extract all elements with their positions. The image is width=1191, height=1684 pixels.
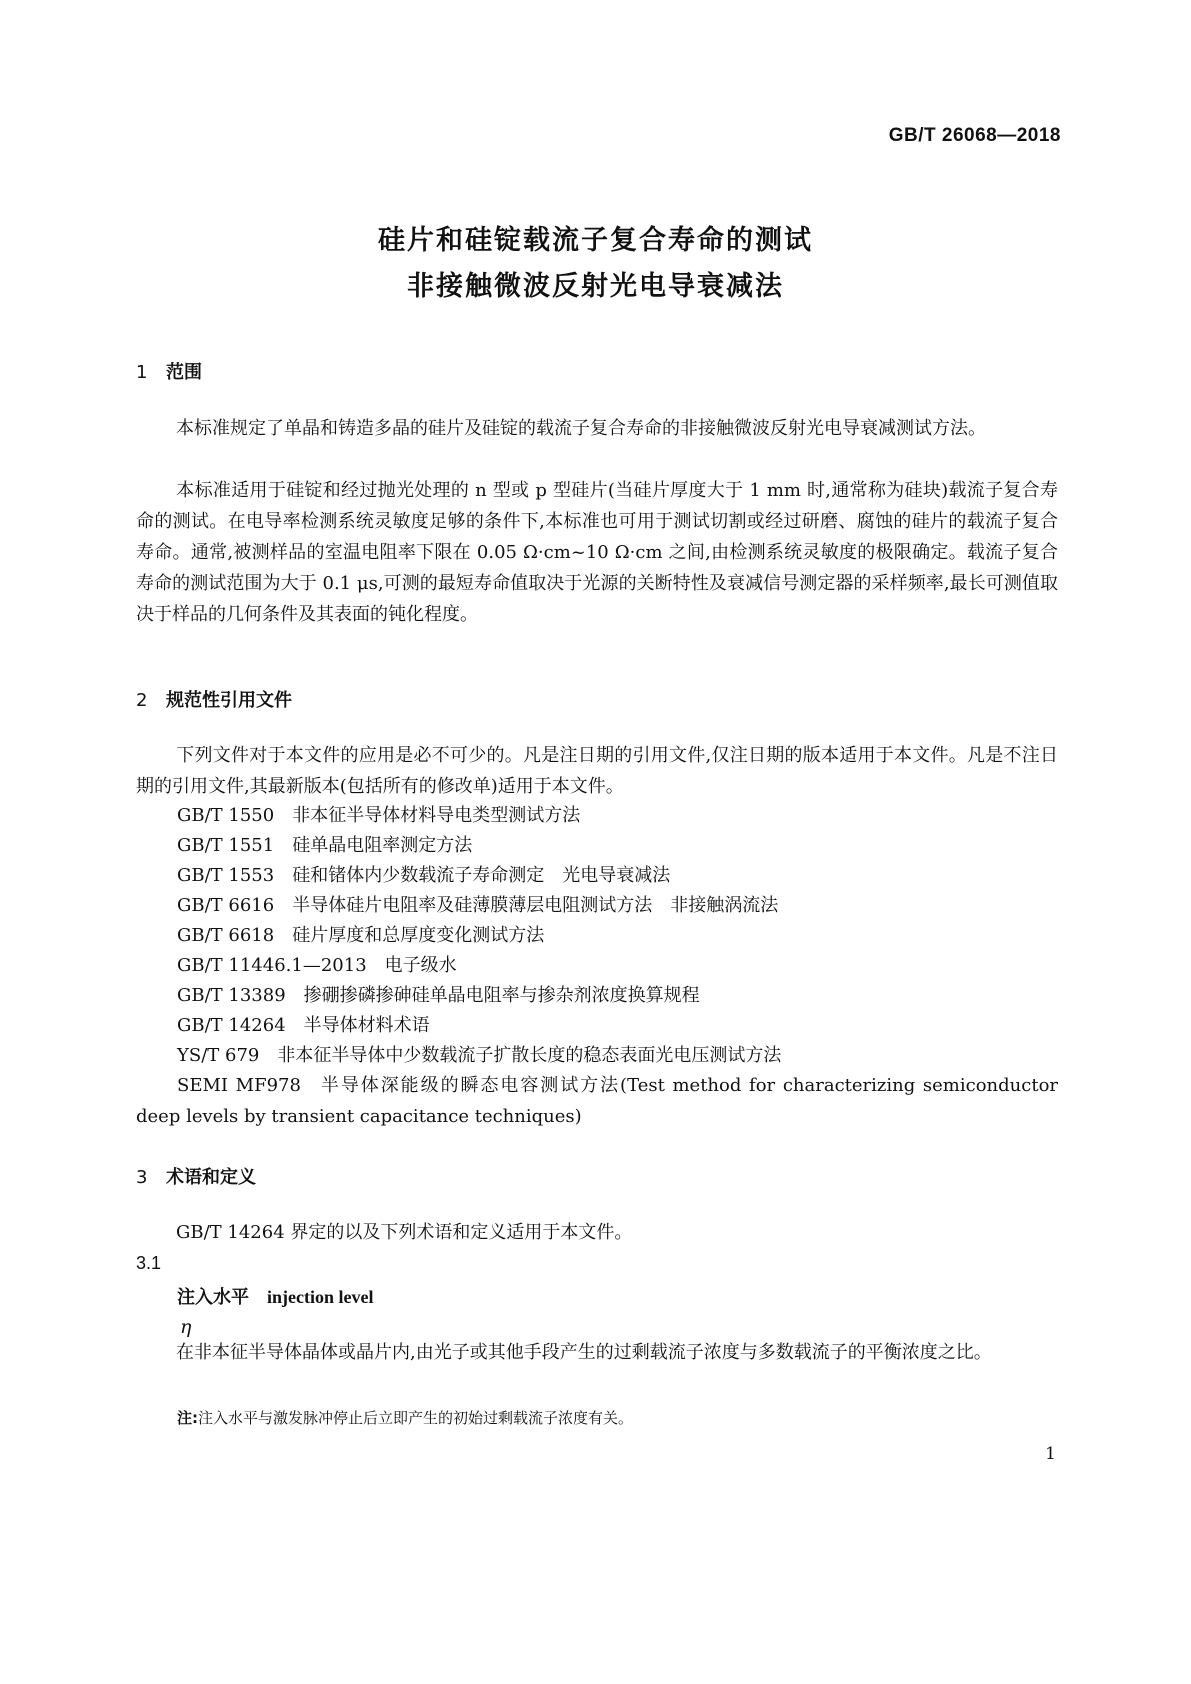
reference-code: SEMI MF978 (177, 1075, 301, 1096)
standard-code: GB/T 26068—2018 (888, 125, 1061, 146)
paragraph-text: GB/T 14264 界定的以及下列术语和定义适用于本文件。 (176, 1222, 633, 1243)
reference-title: 硅单晶电阻率测定方法 (292, 835, 473, 856)
reference-code: GB/T 13389 (177, 985, 286, 1006)
reference-title: 电子级水 (384, 955, 457, 976)
reference-code: GB/T 11446.1—2013 (177, 955, 367, 976)
note-label: 注: (177, 1409, 198, 1427)
reference-title: 掺硼掺磷掺砷硅单晶电阻率与掺杂剂浓度换算规程 (303, 985, 700, 1006)
section-number: 3 (136, 1167, 148, 1188)
term-symbol: η (180, 1316, 192, 1338)
term-heading (177, 1283, 373, 1309)
reference-title: 非本征半导体中少数载流子扩散长度的稳态表面光电压测试方法 (277, 1045, 782, 1066)
section-title: 范围 (166, 362, 202, 383)
reference-code: GB/T 1553 (177, 865, 275, 886)
paragraph-text: 在非本征半导体晶体或晶片内,由光子或其他手段产生的过剩载流子浓度与多数载流子的平衡浓度之比。 (176, 1342, 992, 1363)
reference-item (177, 860, 670, 891)
reference-title: 半导体硅片电阻率及硅薄膜薄层电阻测试方法 非接触涡流法 (292, 895, 779, 916)
title-line-1: 硅片和硅锭载流子复合寿命的测试 (378, 225, 813, 256)
section-1-para-1 (136, 413, 1058, 444)
reference-title: 硅片厚度和总厚度变化测试方法 (292, 925, 545, 946)
reference-code: YS/T 679 (177, 1045, 260, 1066)
page-number: 1 (1045, 1444, 1056, 1464)
document-title (0, 218, 1191, 310)
reference-code: GB/T 1551 (177, 835, 275, 856)
title-line-2: 非接触微波反射光电导衰减法 (407, 271, 784, 302)
reference-code: GB/T 1550 (177, 805, 275, 826)
reference-title: 半导体材料术语 (303, 1015, 430, 1036)
reference-item (177, 920, 544, 951)
section-title: 规范性引用文件 (166, 690, 292, 711)
paragraph-text: 本标准规定了单晶和铸造多晶的硅片及硅锭的载流子复合寿命的非接触微波反射光电导衰减测试方法。 (176, 418, 986, 439)
reference-item (136, 1070, 1058, 1132)
reference-code: GB/T 6618 (177, 925, 275, 946)
reference-item (177, 1010, 430, 1041)
reference-item (177, 980, 700, 1011)
section-1-para-2 (136, 475, 1058, 630)
term-english: injection level (267, 1287, 374, 1307)
section-3-heading (136, 1163, 256, 1189)
section-number: 1 (136, 362, 148, 383)
reference-title: 半导体深能级的瞬态电容测试方法(Test method for characterizing semiconductor deep levels by transient capacitance techniques) (136, 1075, 1059, 1127)
reference-item (177, 950, 457, 981)
reference-code: GB/T 6616 (177, 895, 275, 916)
reference-code: GB/T 14264 (177, 1015, 286, 1036)
section-2-intro (136, 740, 1058, 802)
paragraph-text: 下列文件对于本文件的应用是必不可少的。凡是注日期的引用文件,仅注日期的版本适用于本文件。凡是不注日期的引用文件,其最新版本(包括所有的修改单)适用于本文件。 (136, 745, 1058, 797)
section-3-intro (136, 1217, 1058, 1248)
term-note (177, 1407, 633, 1428)
reference-title: 非本征半导体材料导电类型测试方法 (292, 805, 581, 826)
term-number: 3.1 (136, 1253, 162, 1273)
reference-item (177, 890, 778, 921)
term-chinese: 注入水平 (177, 1287, 249, 1308)
section-title: 术语和定义 (166, 1167, 256, 1188)
reference-title: 硅和锗体内少数载流子寿命测定 光电导衰减法 (292, 865, 671, 886)
section-2-heading (136, 686, 292, 712)
section-1-heading (136, 358, 202, 384)
reference-item (177, 1040, 781, 1071)
term-definition (136, 1337, 1058, 1368)
note-text: 注入水平与激发脉冲停止后立即产生的初始过剩载流子浓度有关。 (198, 1409, 634, 1427)
reference-item (177, 830, 472, 861)
section-number: 2 (136, 690, 148, 711)
paragraph-text: 本标准适用于硅锭和经过抛光处理的 n 型或 p 型硅片(当硅片厚度大于 1 mm 时,通常称为硅块)载流子复合寿命的测试。在电导率检测系统灵敏度足够的条件下,本标准也可用于测试切割或经过研磨、腐蚀的硅片的载流子复合寿命。通常,被测样品的室温电阻率下限在 0.05 Ω·cm~10 Ω·cm 之间,由检测系统灵敏度的极限确定。载流子复合寿命的测试范围为大于 0.1 μs,可测的最短寿命值取决于光源的关断特性及衰减信号测定器的采样频率,最长可测值取决于样品的几何条件及其表面的钝化程度。 (136, 480, 1058, 625)
reference-item (177, 800, 580, 831)
